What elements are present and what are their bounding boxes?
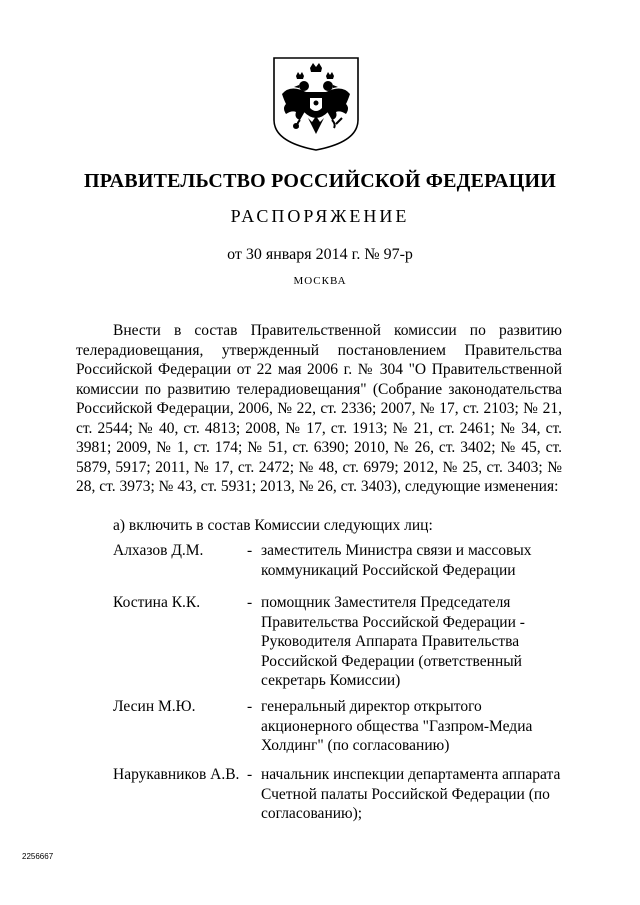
- government-title: ПРАВИТЕЛЬСТВО РОССИЙСКОЙ ФЕДЕРАЦИИ: [84, 170, 556, 192]
- member-name: Костина К.К.: [113, 594, 201, 611]
- member-name: Лесин М.Ю.: [113, 698, 196, 715]
- member-role: генеральный директор открытого акционерного общества "Газпром-Медиа Холдинг" (по согласованию): [261, 698, 533, 754]
- intro-paragraph: Внести в состав Правительственной комиссии по развитию телерадиовещания, утвержденный постановлением Правительства Российской Федерации от 22 мая 2006 г. № 304 "О Правительственной комиссии по развитию телерадиовещания" (Собрание законодательства Российской Федерации, 2006, № 22, ст. 2336; 2007, № 17, ст. 2103; № 21, ст. 2544; № 40, ст. 4813; 2008, № 17, ст. 1913; № 21, ст. 2461; № 34, ст. 3981; 2009, № 1, ст. 174; № 51, ст. 6390; 2010, № 26, ст. 3402; № 45, ст. 5879, 5917; 2011, № 17, ст. 2472; № 48, ст. 6979; 2012, № 25, ст. 3403; № 28, ст. 3973; № 43, ст. 5931; 2013, № 26, ст. 3403), следующие изменения:: [76, 322, 562, 495]
- city-label: МОСКВА: [293, 275, 347, 287]
- member-role: заместитель Министра связи и массовых коммуникаций Российской Федерации: [261, 542, 532, 579]
- member-dash: -: [247, 766, 253, 783]
- order-date-number: от 30 января 2014 г. № 97-р: [227, 246, 413, 263]
- document-type-title: РАСПОРЯЖЕНИЕ: [230, 206, 410, 226]
- member-role: начальник инспекции департамента аппарата Счетной палаты Российской Федерации (по согласованию);: [261, 766, 561, 822]
- member-name: Нарукавников А.В.: [113, 766, 240, 783]
- member-dash: -: [247, 594, 253, 611]
- member-dash: -: [247, 542, 253, 559]
- document-number: 2256667: [22, 852, 54, 861]
- member-role: помощник Заместителя Председателя Правительства Российской Федерации - Руководителя Аппарата Правительства Российской Федерации (ответственный секретарь Комиссии): [261, 594, 525, 689]
- member-name: Алхазов Д.М.: [113, 542, 204, 559]
- member-dash: -: [247, 698, 253, 715]
- item-a-text: а) включить в состав Комиссии следующих лиц:: [113, 517, 433, 534]
- double-headed-eagle-coat-of-arms-icon: [270, 54, 362, 152]
